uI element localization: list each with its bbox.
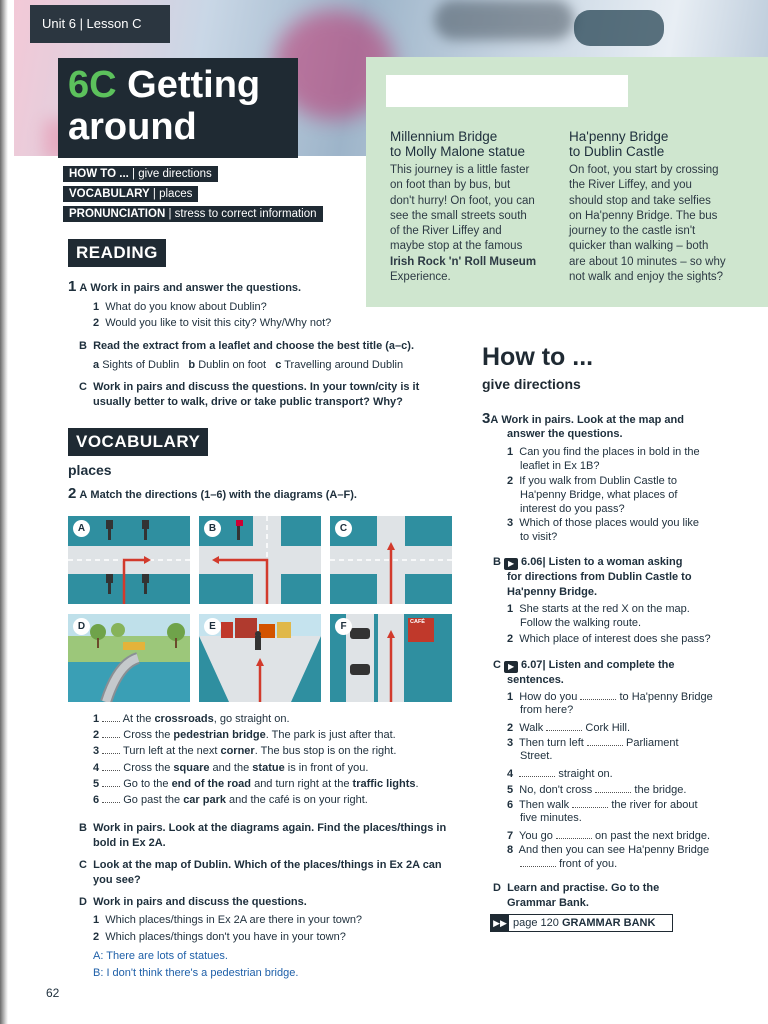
audio-speaker-icon[interactable]: ▶ bbox=[504, 558, 518, 570]
vocabulary-subhead: places bbox=[68, 462, 112, 478]
page-binding-shadow bbox=[0, 0, 8, 1024]
lesson-code: 6C bbox=[68, 64, 117, 106]
leaflet-column-2: Ha'penny Bridge to Dublin Castle On foot, you start by crossing the River Liffey, and you should stop and take selfies on Ha'penny Bridge. The bus journey to the castle isn't quicker than walking – both are about 10 minutes – so why not walk and enjoy the sights? bbox=[569, 129, 726, 284]
aim-pronunciation: PRONUNCIATION | stress to correct information bbox=[63, 206, 323, 222]
aim-howto: HOW TO ... | give directions bbox=[63, 166, 218, 182]
vocabulary-heading: VOCABULARY bbox=[68, 428, 208, 456]
ex3c-item: 4 straight on. bbox=[507, 768, 613, 780]
ex3c-instruction-2: sentences. bbox=[507, 674, 564, 686]
ex3c-item: 5 No, don't cross the bridge. bbox=[507, 784, 687, 796]
ex2b-instruction-2: bold in Ex 2A. bbox=[93, 837, 166, 849]
ex3c-item: 1 How do you to Ha'penny Bridge from here? bbox=[507, 691, 713, 716]
ex2a-instruction: 2 A Match the directions (1–6) with the diagrams (A–F). bbox=[68, 485, 357, 502]
ex3b-instruction-3: Ha'penny Bridge. bbox=[507, 586, 598, 598]
direction-diagrams bbox=[68, 516, 454, 704]
ex1c-instruction: C Work in pairs and discuss the questions. In your town/city is it bbox=[79, 381, 420, 393]
ex3d-instruction-2: Grammar Bank. bbox=[507, 897, 589, 909]
ex1c-instruction-2: usually better to walk, drive or take public transport? Why? bbox=[93, 396, 403, 408]
example-a: A: There are lots of statues. bbox=[93, 950, 228, 962]
ex3c-instruction: C ▶ 6.07| Listen and complete the bbox=[493, 659, 675, 671]
diagram-b: B bbox=[199, 516, 321, 604]
ex3d-instruction: D Learn and practise. Go to the bbox=[493, 882, 660, 894]
ex2c-instruction-2: you see? bbox=[93, 874, 141, 886]
ex2a-item: 3 Turn left at the next corner. The bus stop is on the right. bbox=[93, 745, 397, 758]
lesson-aims bbox=[63, 164, 323, 224]
cafe-sign: CAFÉ bbox=[410, 619, 425, 625]
unit-lesson-tab: Unit 6 | Lesson C bbox=[30, 5, 170, 43]
title-line2: around bbox=[68, 106, 197, 148]
ex3c-item: 3 Then turn left Parliament Street. bbox=[507, 737, 679, 762]
page-number: 62 bbox=[46, 986, 60, 1000]
aim-vocabulary: VOCABULARY | places bbox=[63, 186, 198, 202]
ex1b-options: a Sights of Dublin b Dublin on foot c Travelling around Dublin bbox=[93, 359, 404, 371]
example-b: B: I don't think there's a pedestrian bridge. bbox=[93, 967, 299, 979]
ex2a-item: 4 Cross the square and the statue is in front of you. bbox=[93, 761, 369, 774]
forward-arrow-icon: ▶▶ bbox=[491, 915, 509, 931]
howto-subtitle: give directions bbox=[482, 376, 581, 392]
ex1a-item-1: 1 What do you know about Dublin? bbox=[93, 301, 267, 313]
ex3b-instruction: B ▶ 6.06| Listen to a woman asking bbox=[493, 556, 683, 568]
ex1a-item-2: 2 Would you like to visit this city? Why/Why not? bbox=[93, 317, 332, 329]
ex2d-item-2: 2 Which places/things don't you have in your town? bbox=[93, 931, 346, 943]
diagram-d: D bbox=[68, 614, 190, 702]
howto-title: How to ... bbox=[482, 343, 594, 371]
ex2c-instruction: C Look at the map of Dublin. Which of the places/things in Ex 2A can bbox=[79, 859, 442, 871]
ex3a-item-1: 1 Can you find the places in bold in the leaflet in Ex 1B? bbox=[507, 446, 700, 472]
ex3b-item-1: 1 She starts at the red X on the map. Follow the walking route. bbox=[507, 603, 690, 629]
ex2a-items bbox=[93, 711, 419, 808]
leaflet-column-1: Millennium Bridge to Molly Malone statue This journey is a little faster on foot than by bus, but don't hurry! On foot, you can see the small streets south of the River Liffey and maybe stop at the famous Irish Rock 'n' Roll Museum Experience. bbox=[390, 129, 537, 284]
ex1b-instruction: B Read the extract from a leaflet and choose the best title (a–c). bbox=[79, 340, 415, 352]
diagram-f: CAFÉ F bbox=[330, 614, 452, 702]
grammar-bank-link[interactable]: ▶▶ page 120 GRAMMAR BANK bbox=[490, 914, 673, 932]
ex2a-item: 5 Go to the end of the road and turn right at the traffic lights. bbox=[93, 777, 419, 790]
ex3c-item: 6 Then walk the river for about five minutes. bbox=[507, 799, 698, 824]
ex3c-items bbox=[507, 690, 713, 871]
title-blank-box bbox=[386, 75, 628, 107]
ex3c-item: 7 You go on past the next bridge. bbox=[507, 830, 710, 842]
ex3c-item: 2 Walk Cork Hill. bbox=[507, 722, 631, 734]
ex3a-item-2: 2 If you walk from Dublin Castle to Ha'penny Bridge, what places of interest do you pass? bbox=[507, 475, 678, 515]
ex3b-item-2: 2 Which place of interest does she pass? bbox=[507, 633, 711, 645]
ex3b-instruction-2: for directions from Dublin Castle to bbox=[507, 571, 692, 583]
ex2a-item: 1 At the crossroads, go straight on. bbox=[93, 713, 290, 725]
diagram-c: C bbox=[330, 516, 452, 604]
reading-heading: READING bbox=[68, 239, 166, 267]
diagram-e: E bbox=[199, 614, 321, 702]
lesson-title bbox=[58, 58, 298, 158]
ex3c-item: 8 And then you can see Ha'penny Bridge front of you. bbox=[507, 844, 710, 870]
diagram-a: A bbox=[68, 516, 190, 604]
title-line1: Getting bbox=[127, 64, 261, 106]
ex3a-instruction-2: answer the questions. bbox=[507, 428, 623, 440]
ex2d-item-1: 1 Which places/things in Ex 2A are there in your town? bbox=[93, 914, 363, 926]
audio-speaker-icon[interactable]: ▶ bbox=[504, 661, 518, 673]
ex2a-item: 6 Go past the car park and the café is on your right. bbox=[93, 794, 368, 807]
ex3a-item-3: 3 Which of those places would you like to visit? bbox=[507, 517, 700, 543]
leaflet-panel bbox=[366, 57, 768, 307]
ex2b-instruction: B Work in pairs. Look at the diagrams again. Find the places/things in bbox=[79, 822, 447, 834]
ex3a-instruction: 3A Work in pairs. Look at the map and bbox=[482, 410, 684, 427]
ex2d-instruction: D Work in pairs and discuss the questions. bbox=[79, 896, 307, 908]
ex2a-item: 2 Cross the pedestrian bridge. The park is just after that. bbox=[93, 729, 396, 742]
ex1a-instruction: 1 A Work in pairs and answer the questions. bbox=[68, 278, 302, 295]
